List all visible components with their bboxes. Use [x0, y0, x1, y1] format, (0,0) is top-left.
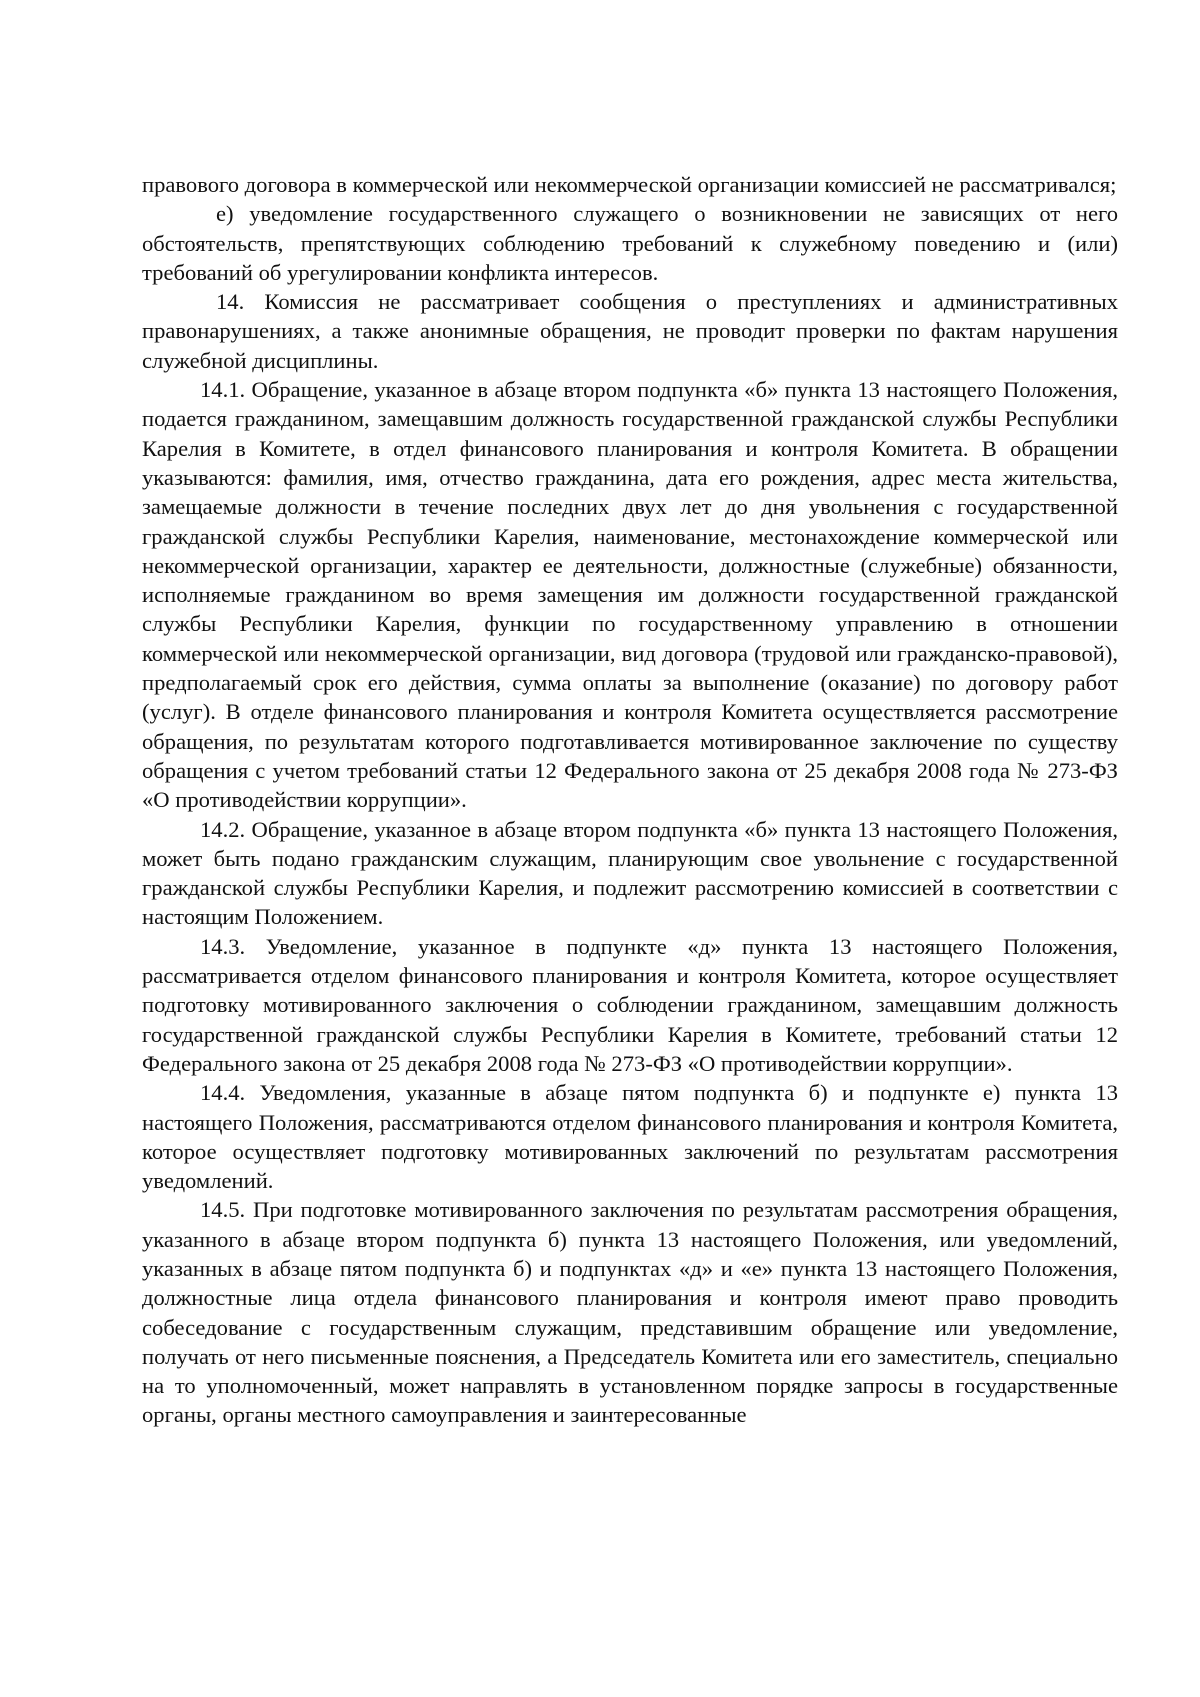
- paragraph-14-5: 14.5. При подготовке мотивированного заключения по результатам рассмотрения обращения, указанного в абзаце втором подпункта б) пункта 13 настоящего Положения, или уведомлений, указанных в абзаце пятом подпункта б) и подпунктах «д» и «е» пункта 13 настоящего Положения, должностные лица отдела финансового планирования и контроля имеют право проводить собеседование с государственным служащим, представившим обращение или уведомление, получать от него письменные пояснения, а Председатель Комитета или его заместитель, специально на то уполномоченный, может направлять в установленном порядке запросы в государственные органы, органы местного самоуправления и заинтересованные: [142, 1197, 1118, 1428]
- paragraph-14: 14. Комиссия не рассматривает сообщения о преступлениях и административных правонарушениях, а также анонимные обращения, не проводит проверки по фактам нарушения служебной дисциплины.: [142, 289, 1118, 373]
- paragraph-14-1: 14.1. Обращение, указанное в абзаце втором подпункта «б» пункта 13 настоящего Положения, подается гражданином, замещавшим должность государственной гражданской службы Республики Карелия в Комитете, в отдел финансового планирования и контроля Комитета. В обращении указываются: фамилия, имя, отчество гражданина, дата его рождения, адрес места жительства, замещаемые должности в течение последних двух лет до дня увольнения с государственной гражданской службы Республики Карелия, наименование, местонахождение коммерческой или некоммерческой организации, характер ее деятельности, должностные (служебные) обязанности, исполняемые гражданином во время замещения им должности государственной гражданской службы Республики Карелия, функции по государственному управлению в отношении коммерческой или некоммерческой организации, вид договора (трудовой или гражданско-правовой), предполагаемый срок его действия, сумма оплаты за выполнение (оказание) по договору работ (услуг). В отделе финансового планирования и контроля Комитета осуществляется рассмотрение обращения, по результатам которого подготавливается мотивированное заключение по существу обращения с учетом требований статьи 12 Федерального закона от 25 декабря 2008 года № 273-ФЗ «О противодействии коррупции».: [142, 377, 1118, 813]
- paragraph-13e: е) уведомление государственного служащего о возникновении не зависящих от него обстоятельств, препятствующих соблюдению требований к служебному поведению и (или) требований об урегулировании конфликта интересов.: [142, 201, 1118, 285]
- paragraph-14-2: 14.2. Обращение, указанное в абзаце втором подпункта «б» пункта 13 настоящего Положения, может быть подано гражданским служащим, планирующим свое увольнение с государственной гражданской службы Республики Карелия, и подлежит рассмотрению комиссией в соответствии с настоящим Положением.: [142, 816, 1118, 930]
- paragraph-contract-end: правового договора в коммерческой или некоммерческой организации комиссией не рассматривался;: [142, 172, 1117, 197]
- paragraph-14-3: 14.3. Уведомление, указанное в подпункте «д» пункта 13 настоящего Положения, рассматривается отделом финансового планирования и контроля Комитета, которое осуществляет подготовку мотивированного заключения о соблюдении гражданином, замещавшим должность государственной гражданской службы Республики Карелия в Комитете, требований статьи 12 Федерального закона от 25 декабря 2008 года № 273-ФЗ «О противодействии коррупции».: [142, 933, 1118, 1076]
- paragraph-14-4: 14.4. Уведомления, указанные в абзаце пятом подпункта б) и подпункте е) пункта 13 настоящего Положения, рассматриваются отделом финансового планирования и контроля Комитета, которое осуществляет подготовку мотивированных заключений по результатам рассмотрения уведомлений.: [142, 1080, 1118, 1194]
